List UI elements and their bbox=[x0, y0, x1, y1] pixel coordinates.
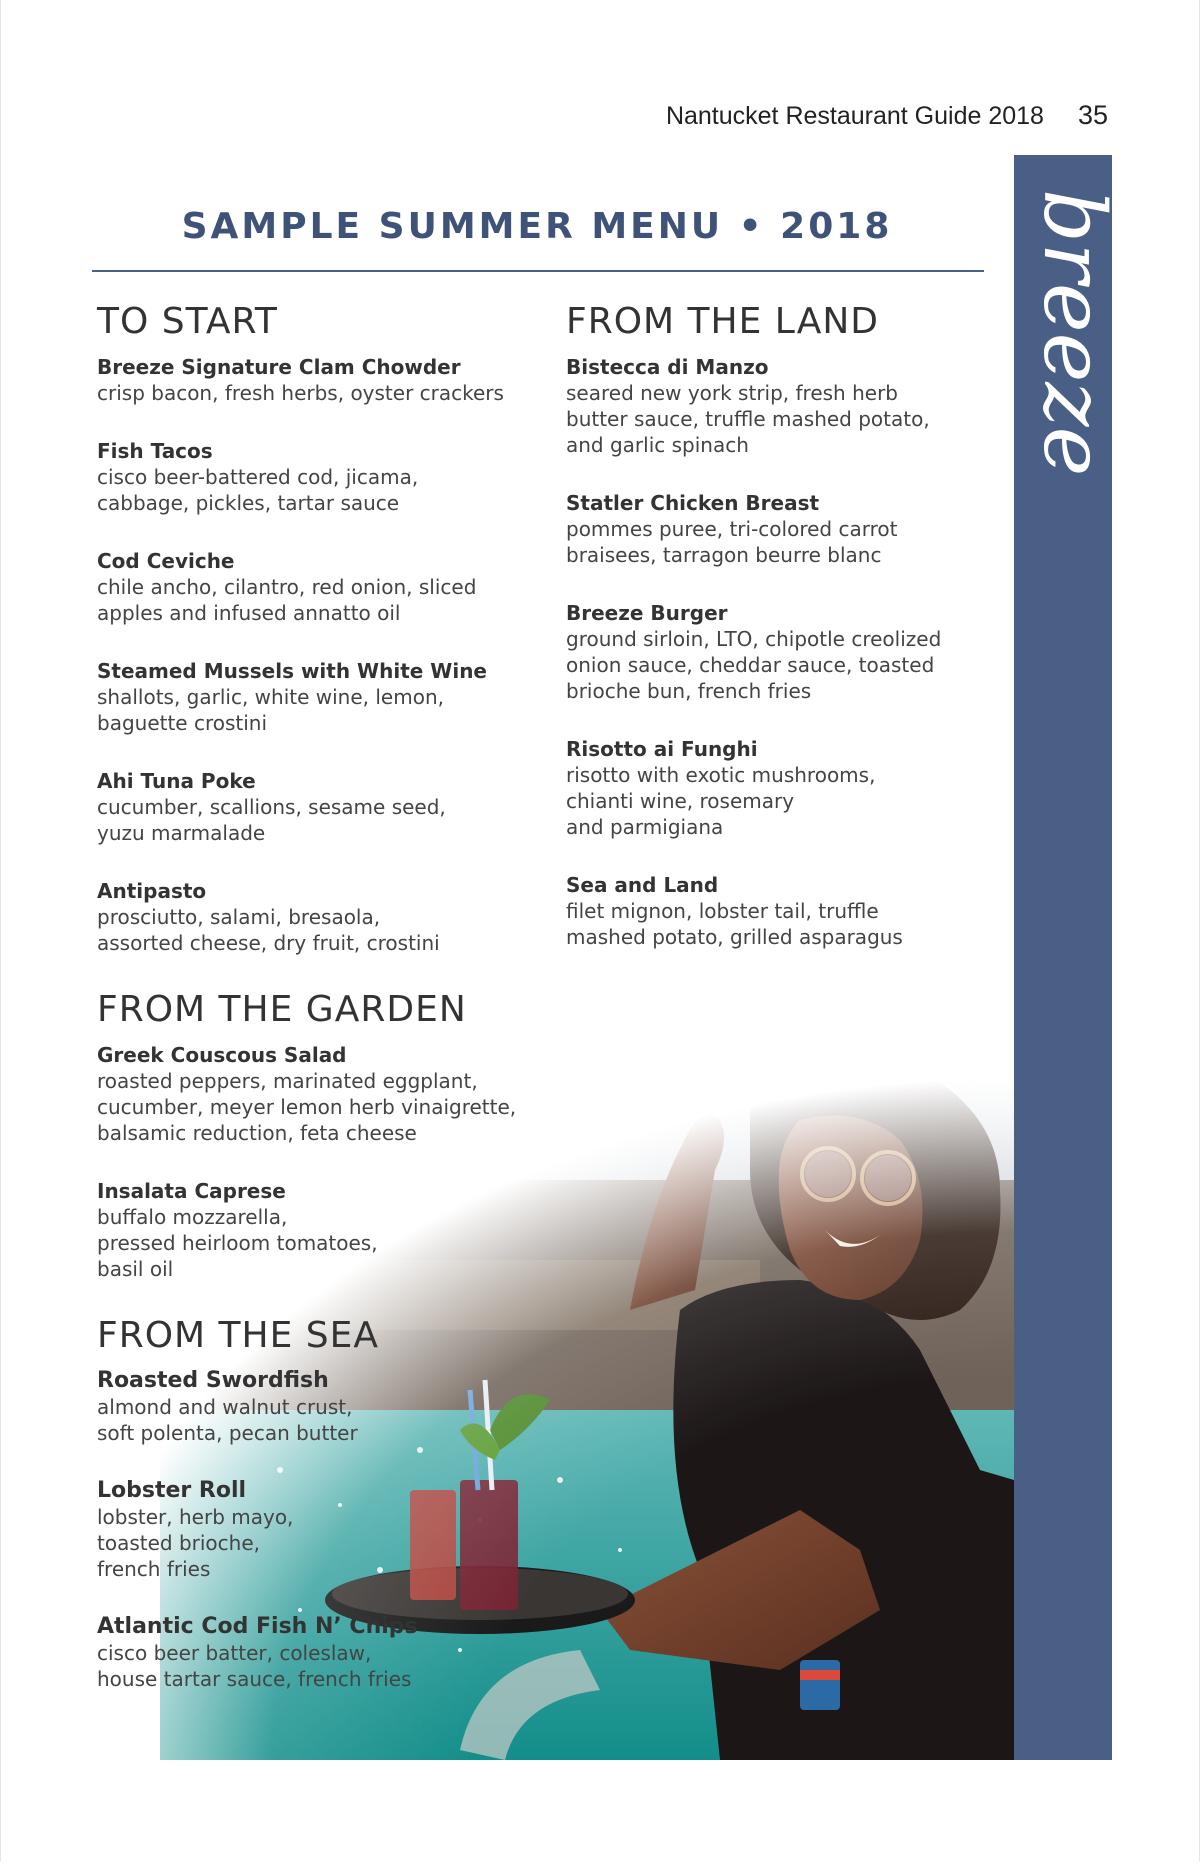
menu-item-description bbox=[97, 1068, 557, 1146]
section-heading: FROM THE SEA bbox=[97, 1315, 380, 1356]
section-heading: FROM THE GARDEN bbox=[97, 989, 467, 1030]
description-line: lobster, herb mayo, bbox=[97, 1505, 294, 1529]
menu-item-name: Greek Couscous Salad bbox=[97, 1043, 347, 1067]
menu-item-description bbox=[97, 1204, 557, 1282]
running-header bbox=[666, 100, 1108, 131]
menu-item bbox=[97, 1614, 557, 1692]
menu-item bbox=[97, 1478, 557, 1582]
description-line: pressed heirloom tomatoes, bbox=[97, 1231, 378, 1255]
menu-item bbox=[97, 878, 557, 956]
description-line: basil oil bbox=[97, 1257, 174, 1281]
menu-item bbox=[97, 548, 557, 626]
description-line: shallots, garlic, white wine, lemon, bbox=[97, 685, 444, 709]
description-line: buffalo mozzarella, bbox=[97, 1205, 288, 1229]
description-line: ground sirloin, LTO, chipotle creolized bbox=[566, 627, 942, 651]
menu-item-description bbox=[97, 464, 557, 516]
description-line: chianti wine, rosemary bbox=[566, 789, 795, 813]
menu-item bbox=[97, 768, 557, 846]
menu-item-name: Steamed Mussels with White Wine bbox=[97, 659, 487, 683]
menu-item-name: Bistecca di Manzo bbox=[566, 355, 769, 379]
menu-section bbox=[97, 988, 557, 1282]
menu-item-name: Ahi Tuna Poke bbox=[97, 769, 256, 793]
description-line: cabbage, pickles, tartar sauce bbox=[97, 491, 400, 515]
description-line: baguette crostini bbox=[97, 711, 268, 735]
menu-item-description bbox=[97, 1394, 557, 1446]
description-line: pommes puree, tri-colored carrot bbox=[566, 517, 898, 541]
description-line: brioche bun, french fries bbox=[566, 679, 812, 703]
menu-item-description bbox=[97, 574, 557, 626]
description-line: crisp bacon, fresh herbs, oyster crackers bbox=[97, 381, 504, 405]
menu-item-name: Insalata Caprese bbox=[97, 1179, 286, 1203]
menu-section bbox=[566, 300, 996, 950]
menu-title: SAMPLE SUMMER MENU • 2018 bbox=[181, 206, 893, 247]
brand-script bbox=[1023, 175, 1123, 505]
menu-item-name: Cod Ceviche bbox=[97, 549, 235, 573]
menu-item bbox=[566, 872, 996, 950]
description-line: onion sauce, cheddar sauce, toasted bbox=[566, 653, 935, 677]
description-line: cisco beer-battered cod, jicama, bbox=[97, 465, 419, 489]
menu-item bbox=[566, 736, 996, 840]
description-line: yuzu marmalade bbox=[97, 821, 266, 845]
brand-name: breeze bbox=[1025, 189, 1123, 477]
description-line: soft polenta, pecan butter bbox=[97, 1421, 358, 1445]
description-line: cisco beer batter, coleslaw, bbox=[97, 1641, 372, 1665]
description-line: house tartar sauce, french fries bbox=[97, 1667, 412, 1691]
description-line: chile ancho, cilantro, red onion, sliced bbox=[97, 575, 477, 599]
menu-item-description bbox=[97, 380, 557, 406]
menu-item-name: Lobster Roll bbox=[97, 1478, 247, 1503]
menu-section bbox=[97, 1314, 557, 1692]
section-heading: TO START bbox=[97, 301, 278, 342]
menu-item-name: Fish Tacos bbox=[97, 439, 213, 463]
description-line: almond and walnut crust, bbox=[97, 1395, 353, 1419]
menu-item-description bbox=[566, 898, 996, 950]
menu-item bbox=[97, 1042, 557, 1146]
description-line: risotto with exotic mushrooms, bbox=[566, 763, 876, 787]
brand-logo bbox=[1014, 155, 1123, 525]
description-line: roasted peppers, marinated eggplant, bbox=[97, 1069, 478, 1093]
description-line: and garlic spinach bbox=[566, 433, 749, 457]
description-line: braisees, tarragon beurre blanc bbox=[566, 543, 882, 567]
description-line: balsamic reduction, feta cheese bbox=[97, 1121, 417, 1145]
menu-item-description bbox=[566, 762, 996, 840]
menu-item-description bbox=[97, 1640, 557, 1692]
description-line: seared new york strip, fresh herb bbox=[566, 381, 898, 405]
menu-item bbox=[566, 600, 996, 704]
description-line: apples and infused annatto oil bbox=[97, 601, 401, 625]
menu-item-name: Roasted Swordfish bbox=[97, 1368, 329, 1393]
description-line: cucumber, meyer lemon herb vinaigrette, bbox=[97, 1095, 517, 1119]
description-line: mashed potato, grilled asparagus bbox=[566, 925, 903, 949]
menu-item-description bbox=[97, 1504, 557, 1582]
menu-item-description bbox=[97, 684, 557, 736]
page-number: 35 bbox=[1077, 100, 1108, 130]
menu-item bbox=[97, 354, 557, 406]
menu-item-name: Antipasto bbox=[97, 879, 207, 903]
menu-item-name: Risotto ai Funghi bbox=[566, 737, 758, 761]
menu-item-name: Breeze Signature Clam Chowder bbox=[97, 355, 461, 379]
menu-item bbox=[97, 1178, 557, 1282]
menu-item bbox=[566, 490, 996, 568]
menu-item bbox=[97, 658, 557, 736]
title-divider bbox=[92, 270, 984, 272]
menu-item-description bbox=[566, 626, 996, 704]
menu-item-name: Breeze Burger bbox=[566, 601, 728, 625]
menu-item bbox=[97, 438, 557, 516]
description-line: prosciutto, salami, bresaola, bbox=[97, 905, 381, 929]
section-heading: FROM THE LAND bbox=[566, 301, 879, 342]
menu-column-right bbox=[566, 300, 996, 982]
menu-item bbox=[566, 354, 996, 458]
description-line: toasted brioche, bbox=[97, 1531, 260, 1555]
description-line: french fries bbox=[97, 1557, 211, 1581]
menu-item-description bbox=[566, 516, 996, 568]
description-line: assorted cheese, dry fruit, crostini bbox=[97, 931, 440, 955]
description-line: cucumber, scallions, sesame seed, bbox=[97, 795, 446, 819]
menu-item bbox=[97, 1368, 557, 1446]
menu-item-name: Statler Chicken Breast bbox=[566, 491, 820, 515]
menu-item-name: Atlantic Cod Fish N’ Chips bbox=[97, 1614, 418, 1639]
description-line: butter sauce, truffle mashed potato, bbox=[566, 407, 930, 431]
menu-item-description bbox=[97, 904, 557, 956]
guide-title: Nantucket Restaurant Guide 2018 bbox=[665, 102, 1044, 130]
description-line: and parmigiana bbox=[566, 815, 724, 839]
menu-column-left bbox=[97, 300, 557, 1724]
description-line: filet mignon, lobster tail, truffle bbox=[566, 899, 879, 923]
menu-item-description bbox=[97, 794, 557, 846]
menu-item-name: Sea and Land bbox=[566, 873, 719, 897]
menu-section bbox=[97, 300, 557, 956]
menu-item-description bbox=[566, 380, 996, 458]
